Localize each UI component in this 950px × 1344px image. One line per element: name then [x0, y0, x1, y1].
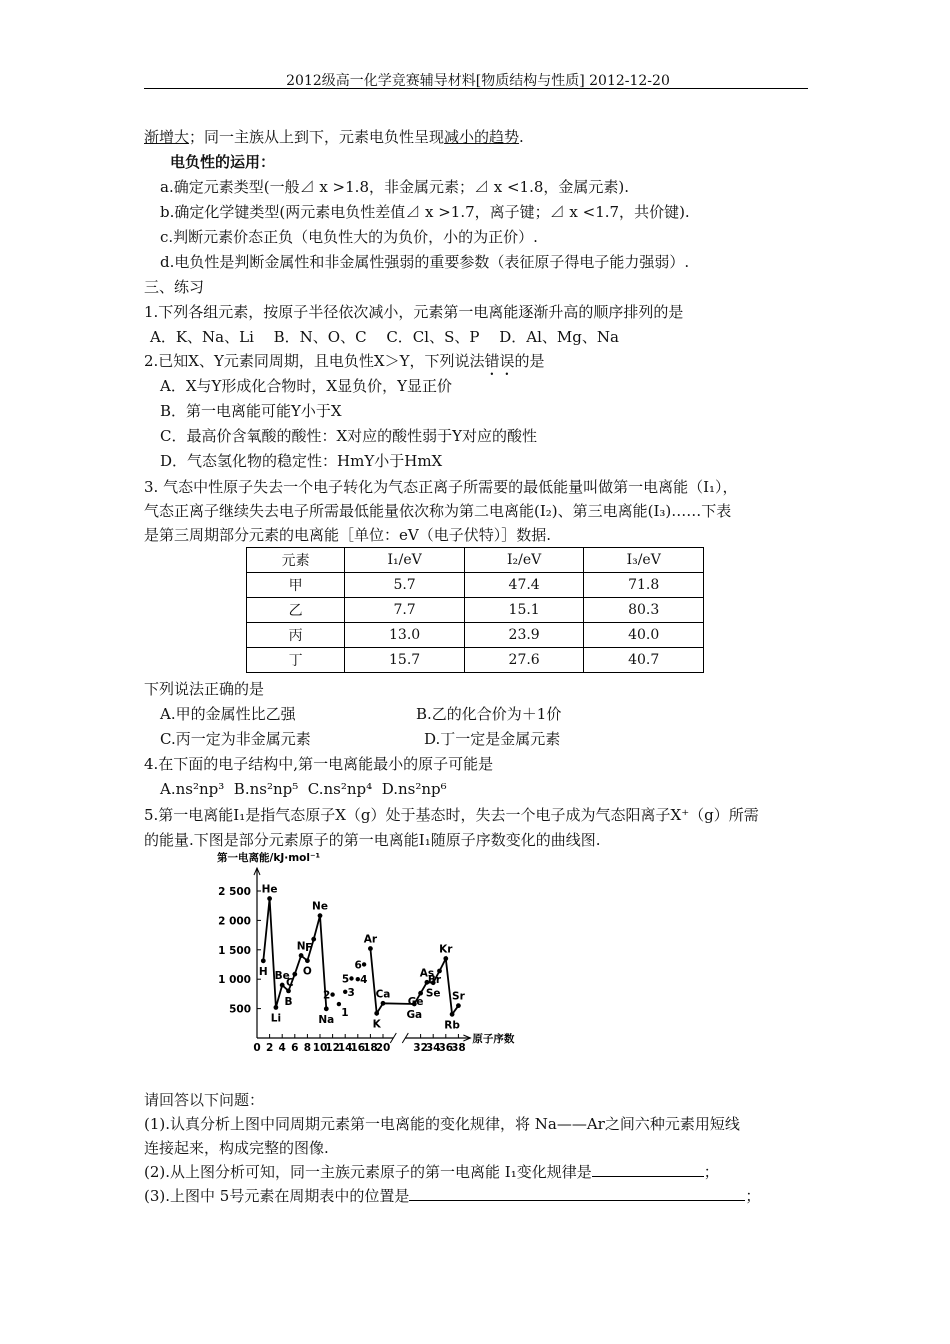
x-tick-label: 20	[375, 1042, 391, 1054]
isolated-point	[330, 992, 334, 996]
table-cell: 7.7	[345, 598, 465, 623]
q2-stem-before: 2.已知X、Y元素同周期，且电负性X＞Y，下列说法	[144, 352, 485, 370]
table-row	[247, 623, 704, 648]
data-point	[274, 1005, 279, 1010]
y-tick-label: 2 000	[218, 915, 251, 928]
isolated-point-label: 1	[341, 1007, 349, 1020]
data-point-label: C	[285, 977, 294, 990]
data-point-label: Se	[425, 987, 441, 1000]
data-point-label: K	[372, 1018, 381, 1031]
data-point-label: Kr	[439, 943, 453, 956]
q3-option-c: C.丙一定为非金属元素	[160, 730, 311, 748]
table-cell: 13.0	[345, 623, 465, 648]
q4-option-d: D.ns²np⁶	[381, 780, 447, 798]
table-cell: 40.0	[584, 623, 704, 648]
isolated-point	[337, 1002, 341, 1006]
q3-line-1: 3. 气态中性原子失去一个电子转化为气态正离子所需要的最低能量叫做第一电离能（I₁），	[144, 478, 738, 496]
isolated-point	[362, 962, 366, 966]
data-point	[299, 953, 304, 958]
isolated-point-label: 5	[341, 973, 350, 986]
table-cell: 80.3	[584, 598, 704, 623]
data-point	[305, 958, 310, 963]
table-cell: 乙	[247, 598, 345, 623]
x-tick-label: 34	[425, 1042, 441, 1054]
table-cell: 71.8	[584, 573, 704, 598]
q3-line-2: 气态正离子继续失去电子所需最低能量依次称为第二电离能(I₂)、第三电离能(I₃)……下表	[144, 502, 732, 520]
table-header-cell: I₃/eV	[584, 548, 704, 573]
table-cell: 15.7	[345, 648, 465, 673]
data-point-label: Br	[427, 973, 442, 986]
table-cell: 47.4	[464, 573, 584, 598]
q3-question: 下列说法正确的是	[144, 680, 265, 698]
q3-option-d: D.丁一定是金属元素	[424, 730, 561, 748]
q5-questions-intro: 请回答以下问题：	[144, 1091, 265, 1109]
q5-p1-line-1: (1).认真分析上图中同周期元素第一电离能的变化规律，将 Na——Ar之间六种元素用短线	[144, 1115, 740, 1133]
x-tick-label: 18	[363, 1042, 378, 1054]
intro-mid: ；同一主族从上到下，元素电负性呈现	[189, 128, 445, 146]
data-point-label: Ge	[407, 996, 424, 1009]
isolated-point-label: 4	[360, 974, 368, 987]
isolated-point-label: 6	[354, 959, 362, 972]
x-tick-label: 38	[451, 1042, 466, 1054]
data-point-label: Li	[270, 1012, 282, 1025]
practice-title: 三、练习	[144, 278, 205, 296]
use-c: c.判断元素价态正负（电负性大的为负价，小的为正价）.	[160, 228, 538, 246]
chart-marks	[259, 884, 466, 1032]
q5-p2-blank[interactable]	[592, 1162, 704, 1177]
q5-p2-end: ；	[703, 1163, 719, 1181]
isolated-point-label: 3	[347, 986, 355, 999]
q5-line-1: 5.第一电离能I₁是指气态原子X（g）处于基态时，失去一个电子成为气态阳离子X⁺（g）所需	[144, 806, 759, 824]
axis-break-mark	[390, 1033, 408, 1043]
table-header-cell: 元素	[247, 548, 345, 573]
data-point-label: Na	[318, 1013, 335, 1026]
intro-underlined-start: 渐增大	[144, 128, 190, 146]
use-b: b.确定化学键类型(两元素电负性差值⊿ x >1.7，离子键；⊿ x <1.7，共价键).	[160, 203, 690, 221]
x-tick-label: 10	[312, 1042, 328, 1054]
isolated-point	[349, 976, 353, 980]
q5-p2-text: (2).从上图分析可知，同一主族元素原子的第一电离能 I₁变化规律是	[144, 1163, 592, 1181]
x-tick-label: 32	[413, 1042, 428, 1054]
q4-options	[160, 779, 447, 799]
chart-axes	[217, 851, 515, 1054]
q2-stem	[144, 351, 545, 379]
data-point-label: O	[302, 965, 312, 978]
q4-option-b: B.ns²np⁵	[233, 780, 299, 798]
q4-option-a: A.ns²np³	[160, 780, 225, 798]
intro-line	[144, 127, 524, 147]
x-tick-label: 0	[253, 1042, 261, 1054]
table-cell: 15.1	[464, 598, 584, 623]
q5-p1-line-2: 连接起来，构成完整的图像.	[144, 1139, 329, 1157]
y-tick-label: 1 000	[218, 974, 251, 987]
isolated-point-label: 2	[322, 989, 331, 1002]
data-point-label: B	[284, 995, 293, 1008]
section-title: 电负性的运用：	[170, 153, 276, 171]
q5-p3-blank[interactable]	[409, 1186, 745, 1201]
table-cell: 40.7	[584, 648, 704, 673]
q2-option-d: D．气态氢化物的稳定性：HmY小于HmX	[160, 452, 443, 470]
q2-option-c: C．最高价含氧酸的酸性：X对应的酸性弱于Y对应的酸性	[160, 427, 538, 445]
x-tick-label: 12	[325, 1042, 340, 1054]
ionization-energy-chart	[200, 848, 740, 1054]
table-row	[247, 598, 704, 623]
q5-line-2: 的能量.下图是部分元素原子的第一电离能I₁随原子序数变化的曲线图.	[144, 831, 601, 849]
data-point	[318, 913, 323, 918]
data-point	[381, 1001, 386, 1006]
intro-end: .	[519, 128, 524, 146]
data-point-label: Sr	[452, 990, 465, 1003]
data-point	[374, 1011, 379, 1016]
table-header-row	[247, 548, 704, 573]
page-header: 2012级高一化学竞赛辅导材料[物质结构与性质] 2012-12-20	[286, 73, 670, 89]
q5-p3-end: ；	[745, 1187, 761, 1205]
x-axis-label: 原子序数	[472, 1033, 515, 1045]
ionization-energy-table	[246, 547, 704, 673]
data-point	[292, 972, 297, 977]
data-point	[443, 956, 448, 961]
q4-stem: 4.在下面的电子结构中,第一电离能最小的原子可能是	[144, 755, 494, 773]
q1-stem: 1.下列各组元素，按原子半径依次减小，元素第一电离能逐渐升高的顺序排列的是	[144, 303, 684, 321]
data-point	[450, 1012, 455, 1017]
data-point-label: Ar	[363, 933, 378, 946]
q3-option-a: A.甲的金属性比乙强	[160, 705, 296, 723]
y-tick-label: 1 500	[218, 944, 251, 957]
data-point-label: Ga	[406, 1008, 423, 1021]
use-a: a.确定元素类型(一般⊿ x >1.8，非金属元素；⊿ x <1.8，金属元素).	[160, 178, 630, 196]
series-line	[263, 899, 326, 1009]
q2-stem-emphasis: 错误	[484, 352, 515, 370]
q2-stem-after: 的是	[514, 352, 545, 370]
data-point	[286, 989, 291, 994]
data-point	[437, 969, 442, 974]
x-tick-label: 14	[337, 1042, 353, 1054]
x-tick-label: 6	[291, 1042, 299, 1054]
x-tick-label: 2	[265, 1042, 274, 1054]
table-cell: 丙	[247, 623, 345, 648]
table-cell: 27.6	[464, 648, 584, 673]
data-point-label: Ca	[375, 988, 391, 1001]
x-tick-label: 8	[303, 1042, 312, 1054]
q5-p2	[144, 1162, 719, 1182]
q2-option-b: B．第一电离能可能Y小于X	[160, 402, 342, 420]
data-point	[456, 1003, 461, 1008]
data-point-label: He	[261, 883, 278, 896]
table-header-cell: I₁/eV	[345, 548, 465, 573]
table-cell: 甲	[247, 573, 345, 598]
data-point	[280, 983, 285, 988]
q5-p3	[144, 1186, 760, 1206]
q2-option-a: A．X与Y形成化合物时，X显负价，Y显正价	[160, 377, 452, 395]
y-tick-label: 2 500	[218, 886, 251, 898]
data-point-label: N	[296, 940, 306, 953]
data-point-label: H	[258, 965, 268, 978]
q3-option-b: B.乙的化合价为＋1价	[416, 705, 562, 723]
q4-option-c: C.ns²np⁴	[307, 780, 373, 798]
q1-options: A．K、Na、Li B．N、O、C C．Cl、S、P D．Al、Mg、Na	[150, 328, 619, 346]
x-tick-label: 4	[278, 1042, 286, 1054]
q5-p3-text: (3).上图中 5号元素在周期表中的位置是	[144, 1187, 410, 1205]
table-cell: 丁	[247, 648, 345, 673]
data-point-label: Ne	[312, 900, 328, 913]
data-point-label: Be	[274, 970, 290, 983]
data-point	[267, 896, 272, 901]
data-point-label: F	[305, 942, 313, 955]
data-point-label: As	[419, 967, 435, 980]
y-tick-label: 500	[229, 1003, 251, 1016]
data-point-label: Rb	[444, 1019, 460, 1032]
table-row	[247, 648, 704, 673]
data-point	[311, 937, 316, 942]
table-cell: 23.9	[464, 623, 584, 648]
intro-underlined-end: 减小的趋势	[444, 128, 520, 146]
q3-line-3: 是第三周期部分元素的电离能［单位：eV（电子伏特）］数据.	[144, 526, 551, 544]
data-point	[368, 946, 373, 951]
x-tick-label: 16	[350, 1042, 366, 1054]
data-point	[418, 991, 423, 996]
data-point	[324, 1006, 329, 1011]
y-axis-label: 第一电离能/kJ·mol⁻¹	[217, 852, 321, 864]
use-d: d.电负性是判断金属性和非金属性强弱的重要参数（表征原子得电子能力强弱）.	[160, 253, 690, 271]
data-point	[261, 958, 266, 963]
table-header-cell: I₂/eV	[464, 548, 584, 573]
table-cell: 5.7	[345, 573, 465, 598]
x-tick-label: 36	[438, 1042, 454, 1054]
table-row	[247, 573, 704, 598]
header-rule	[144, 88, 808, 89]
